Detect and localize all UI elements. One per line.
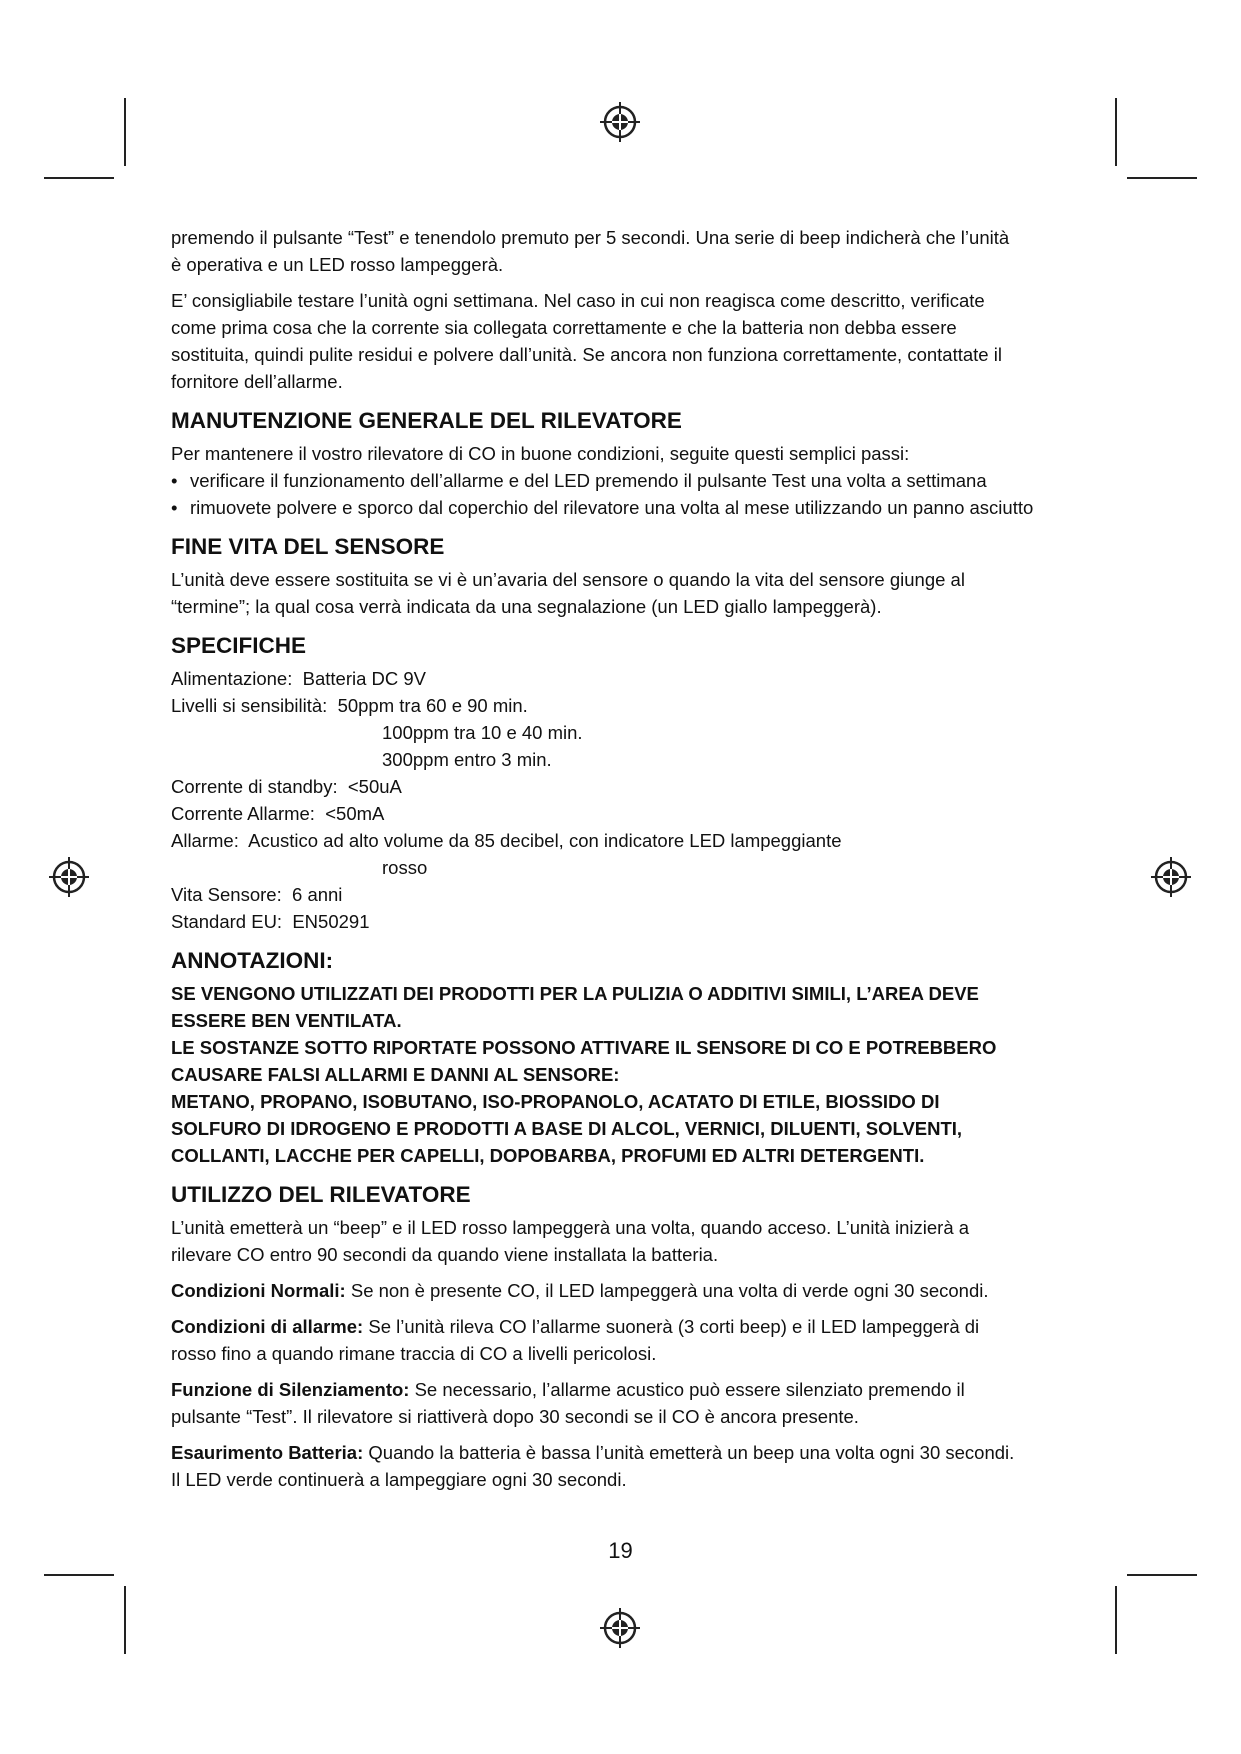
usage-intro-line2: rilevare CO entro 90 secondi da quando viene installata la batteria.: [171, 1244, 719, 1265]
usage-silence: [171, 1376, 1091, 1430]
intro-p2-line1: E’ consigliabile testare l’unità ogni settimana. Nel caso in cui non reagisca come descritto, verificate: [171, 290, 985, 311]
crop-mark-bottom-left-h: [44, 1574, 114, 1576]
maintenance-heading: MANUTENZIONE GENERALE DEL RILEVATORE: [171, 408, 682, 433]
list-item: [171, 494, 1091, 521]
notes-line5: METANO, PROPANO, ISOBUTANO, ISO-PROPANOLO, ACATATO DI ETILE, BIOSSIDO DI: [171, 1091, 940, 1112]
crop-mark-top-right-h: [1127, 177, 1197, 179]
crop-mark-top-left-h: [44, 177, 114, 179]
registration-mark-left-icon: [47, 855, 91, 899]
bullet-icon: •: [171, 470, 178, 491]
spec-sensitivity-2: 100ppm tra 10 e 40 min.: [382, 722, 583, 743]
bullet-text: rimuovete polvere e sporco dal coperchio del rilevatore una volta al mese utilizzando un panno asciutto: [190, 497, 1034, 518]
usage-normal-text: Se non è presente CO, il LED lampeggerà una volta di verde ogni 30 secondi.: [345, 1280, 989, 1301]
usage-heading: UTILIZZO DEL RILEVATORE: [171, 1182, 471, 1207]
spec-sensor-life: Vita Sensore: 6 anni: [171, 884, 343, 905]
bullet-icon: •: [171, 497, 178, 518]
notes-body: [171, 980, 1091, 1169]
intro-p1-line2: è operativa e un LED rosso lampeggerà.: [171, 254, 504, 275]
end-of-life-paragraph: [171, 566, 1091, 620]
notes-line3: LE SOSTANZE SOTTO RIPORTATE POSSONO ATTIVARE IL SENSORE DI CO E POTREBBERO: [171, 1037, 997, 1058]
usage-silence-label: Funzione di Silenziamento:: [171, 1379, 410, 1400]
notes-line4: CAUSARE FALSI ALLARMI E DANNI AL SENSORE:: [171, 1064, 620, 1085]
notes-heading: ANNOTAZIONI:: [171, 948, 334, 973]
spec-sensitivity-3: 300ppm entro 3 min.: [382, 749, 552, 770]
list-item: [171, 467, 1091, 494]
spec-standard: Standard EU: EN50291: [171, 911, 370, 932]
end-of-life-line1: L’unità deve essere sostituita se vi è un’avaria del sensore o quando la vita del sensore giunge al: [171, 569, 965, 590]
usage-intro-line1: L’unità emetterà un “beep” e il LED rosso lampeggerà una volta, quando acceso. L’unità inizierà a: [171, 1217, 970, 1238]
bullet-text: verificare il funzionamento dell’allarme e del LED premendo il pulsante Test una volta a settimana: [190, 470, 987, 491]
notes-line6: SOLFURO DI IDROGENO E PRODOTTI A BASE DI ALCOL, VERNICI, DILUENTI, SOLVENTI,: [171, 1118, 963, 1139]
intro-paragraph-2: [171, 287, 1091, 395]
crop-mark-top-left-v: [124, 98, 126, 166]
notes-line7: COLLANTI, LACCHE PER CAPELLI, DOPOBARBA, PROFUMI ED ALTRI DETERGENTI.: [171, 1145, 925, 1166]
notes-line2: ESSERE BEN VENTILATA.: [171, 1010, 402, 1031]
usage-battery: [171, 1439, 1091, 1493]
spec-alarm-current: Corrente Allarme: <50mA: [171, 803, 385, 824]
crop-mark-top-right-v: [1115, 98, 1117, 166]
end-of-life-line2: “termine”; la qual cosa verrà indicata da una segnalazione (un LED giallo lampeggerà).: [171, 596, 882, 617]
page-number: 19: [608, 1538, 633, 1563]
usage-alarm-text1: Se l’unità rileva CO l’allarme suonerà (3 corti beep) e il LED lampeggerà di: [363, 1316, 980, 1337]
usage-silence-text2: pulsante “Test”. Il rilevatore si riattiverà dopo 30 secondi se il CO è ancora presente.: [171, 1406, 859, 1427]
usage-intro: [171, 1214, 1091, 1268]
intro-p2-line4: fornitore dell’allarme.: [171, 371, 343, 392]
maintenance-bullet-list: [171, 467, 1091, 521]
registration-mark-top-icon: [598, 100, 642, 144]
usage-normal-label: Condizioni Normali:: [171, 1280, 346, 1301]
intro-p1-line1: premendo il pulsante “Test” e tenendolo premuto per 5 secondi. Una serie di beep indicherà che l’unità: [171, 227, 1010, 248]
crop-mark-bottom-left-v: [124, 1586, 126, 1654]
usage-battery-text2: Il LED verde continuerà a lampeggiare ogni 30 secondi.: [171, 1469, 627, 1490]
spec-alarm-2: rosso: [382, 857, 428, 878]
page-content: [171, 224, 1091, 1493]
spec-sensitivity-1: Livelli si sensibilità: 50ppm tra 60 e 90 min.: [171, 695, 528, 716]
spec-alarm-1: Allarme: Acustico ad alto volume da 85 decibel, con indicatore LED lampeggiante: [171, 830, 842, 851]
usage-alarm-text2: rosso fino a quando rimane traccia di CO a livelli pericolosi.: [171, 1343, 657, 1364]
registration-mark-right-icon: [1149, 855, 1193, 899]
usage-silence-text1: Se necessario, l’allarme acustico può essere silenziato premendo il: [409, 1379, 965, 1400]
specs-heading: SPECIFICHE: [171, 633, 307, 658]
spec-standby: Corrente di standby: <50uA: [171, 776, 402, 797]
usage-alarm: [171, 1313, 1091, 1367]
usage-normal: [171, 1277, 1091, 1304]
maintenance-intro: Per mantenere il vostro rilevatore di CO in buone condizioni, seguite questi semplici passi:: [171, 443, 910, 464]
notes-line1: SE VENGONO UTILIZZATI DEI PRODOTTI PER LA PULIZIA O ADDITIVI SIMILI, L’AREA DEVE: [171, 983, 979, 1004]
end-of-life-heading: FINE VITA DEL SENSORE: [171, 534, 445, 559]
crop-mark-bottom-right-v: [1115, 1586, 1117, 1654]
crop-mark-bottom-right-h: [1127, 1574, 1197, 1576]
intro-paragraph-1: [171, 224, 1091, 278]
spec-power: Alimentazione: Batteria DC 9V: [171, 668, 427, 689]
usage-alarm-label: Condizioni di allarme:: [171, 1316, 364, 1337]
intro-p2-line3: sostituita, quindi pulite residui e polvere dall’unità. Se ancora non funziona correttamente, contattate il: [171, 344, 1002, 365]
intro-p2-line2: come prima cosa che la corrente sia collegata correttamente e che la batteria non debba essere: [171, 317, 957, 338]
registration-mark-bottom-icon: [598, 1606, 642, 1650]
usage-battery-label: Esaurimento Batteria:: [171, 1442, 364, 1463]
usage-battery-text1: Quando la batteria è bassa l’unità emetterà un beep una volta ogni 30 secondi.: [363, 1442, 1015, 1463]
